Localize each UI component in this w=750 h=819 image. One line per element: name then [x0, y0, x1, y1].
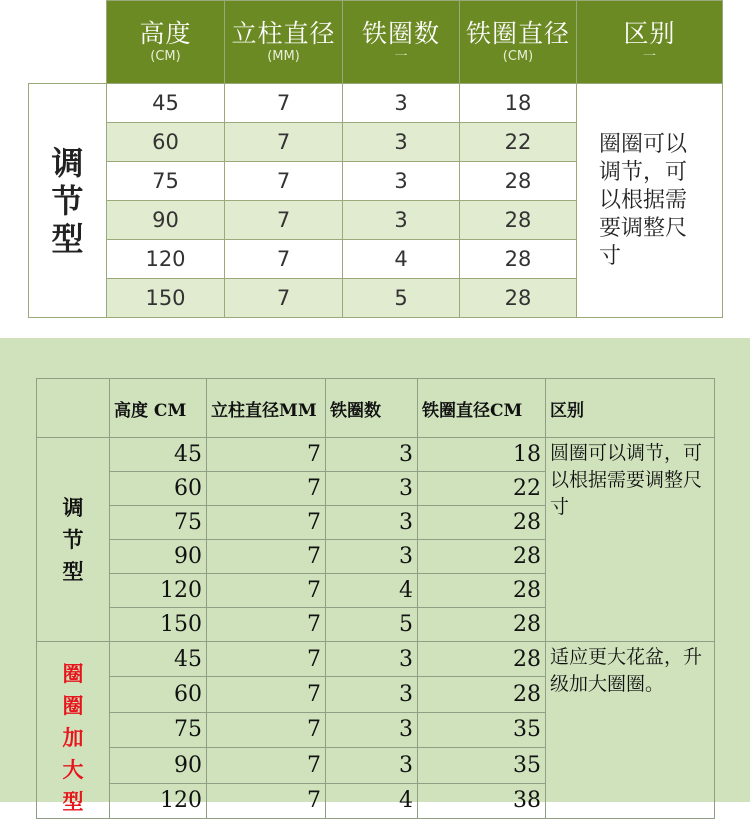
table-cell: 3	[326, 472, 418, 506]
table-cell: 3	[326, 748, 418, 783]
table-cell: 35	[418, 712, 546, 747]
table-cell: 7	[207, 712, 326, 747]
group-label-char: 型	[62, 789, 84, 814]
group-label-char: 节	[51, 181, 84, 220]
header-ring-count	[343, 1, 460, 84]
table-cell: 28	[460, 162, 577, 201]
table-row	[37, 438, 715, 472]
table-cell: 22	[460, 123, 577, 162]
difference-note: 圈圈可以调节，可以根据需要调整尺寸	[577, 84, 723, 318]
header-cell	[37, 379, 110, 438]
header-height	[107, 1, 225, 84]
group-label-char: 加	[62, 725, 84, 750]
table-cell: 120	[110, 783, 207, 818]
group-label	[37, 438, 110, 642]
bottom-panel	[0, 338, 750, 814]
table-cell: 5	[343, 279, 460, 318]
table-cell: 38	[418, 783, 546, 818]
table-cell: 28	[460, 240, 577, 279]
group-label-char: 调	[51, 143, 84, 182]
table-cell: 7	[207, 748, 326, 783]
table-cell: 3	[343, 84, 460, 123]
table-cell: 45	[110, 438, 207, 472]
table-cell: 75	[110, 712, 207, 747]
table-cell: 28	[418, 540, 546, 574]
group-label	[37, 642, 110, 819]
table-cell: 75	[107, 162, 225, 201]
table-cell: 7	[225, 84, 343, 123]
header-sub: (CM)	[150, 49, 181, 64]
table-cell: 7	[225, 240, 343, 279]
header-row	[29, 1, 723, 84]
table-cell: 7	[207, 472, 326, 506]
header-cell: 高度 CM	[110, 379, 207, 438]
table-cell: 7	[225, 201, 343, 240]
table-cell: 3	[326, 677, 418, 712]
table-cell: 60	[110, 472, 207, 506]
group-label	[29, 84, 107, 318]
table-cell: 5	[326, 608, 418, 642]
header-sub: 一	[394, 49, 408, 64]
header-main: 铁圈数	[361, 19, 440, 48]
table-cell: 3	[343, 201, 460, 240]
table-cell: 45	[107, 84, 225, 123]
group-label-char: 节	[62, 526, 84, 552]
table-cell: 7	[207, 506, 326, 540]
header-main: 立柱直径	[231, 19, 336, 48]
table-cell: 75	[110, 506, 207, 540]
table-cell: 60	[107, 123, 225, 162]
header-main: 区别	[623, 19, 676, 48]
header-cell: 铁圈直径CM	[418, 379, 546, 438]
table-cell: 90	[110, 540, 207, 574]
spec-table-top	[28, 0, 723, 318]
table-cell: 7	[207, 438, 326, 472]
group-label-char: 圈	[62, 661, 84, 686]
table-cell: 150	[107, 279, 225, 318]
table-cell: 28	[418, 642, 546, 677]
table-cell: 7	[207, 642, 326, 677]
table-cell: 120	[107, 240, 225, 279]
table-cell: 3	[326, 540, 418, 574]
table-cell: 28	[460, 279, 577, 318]
table-cell: 7	[225, 279, 343, 318]
group-label-char: 型	[51, 219, 84, 258]
table-cell: 3	[343, 123, 460, 162]
table-cell: 18	[460, 84, 577, 123]
table-cell: 18	[418, 438, 546, 472]
table-cell: 3	[326, 642, 418, 677]
header-main: 高度	[139, 19, 192, 48]
table-cell: 7	[207, 677, 326, 712]
table-cell: 22	[418, 472, 546, 506]
header-sub: (CM)	[502, 49, 534, 64]
table-cell: 4	[326, 574, 418, 608]
table-cell: 4	[343, 240, 460, 279]
table-cell: 28	[418, 574, 546, 608]
header-difference	[577, 1, 723, 84]
difference-note: 适应更大花盆，升级加大圈圈。	[546, 642, 715, 819]
table-cell: 3	[343, 162, 460, 201]
table-cell: 3	[326, 712, 418, 747]
table-cell: 35	[418, 748, 546, 783]
table-cell: 120	[110, 574, 207, 608]
table-cell: 7	[207, 608, 326, 642]
table-cell: 28	[418, 608, 546, 642]
table-cell: 45	[110, 642, 207, 677]
table-row	[37, 642, 715, 677]
header-cell: 铁圈数	[326, 379, 418, 438]
table-cell: 90	[107, 201, 225, 240]
group-label-char: 圈	[62, 693, 84, 718]
table-cell: 7	[207, 540, 326, 574]
table-cell: 3	[326, 438, 418, 472]
table-cell: 28	[460, 201, 577, 240]
header-cell: 立柱直径MM	[207, 379, 326, 438]
table-cell: 3	[326, 506, 418, 540]
difference-note: 圆圈可以调节，可以根据需要调整尺寸	[546, 438, 715, 642]
table-cell: 60	[110, 677, 207, 712]
header-main: 铁圈直径	[465, 19, 570, 48]
header-row	[37, 379, 715, 438]
table-cell: 7	[225, 162, 343, 201]
table-cell: 7	[207, 783, 326, 818]
table-cell: 7	[207, 574, 326, 608]
group-label-char: 型	[62, 558, 84, 584]
table-cell: 4	[326, 783, 418, 818]
header-sub: 一	[642, 49, 656, 64]
table-cell: 150	[110, 608, 207, 642]
table-row	[29, 84, 723, 123]
header-cell: 区别	[546, 379, 715, 438]
table-cell: 28	[418, 506, 546, 540]
table-cell: 90	[110, 748, 207, 783]
header-pole-diameter	[225, 1, 343, 84]
header-ring-diameter	[460, 1, 577, 84]
group-label-char: 调	[62, 494, 84, 520]
group-label-char: 大	[62, 757, 84, 782]
table-cell: 7	[225, 123, 343, 162]
header-sub: (MM)	[267, 49, 300, 64]
table-cell: 28	[418, 677, 546, 712]
spec-table-bottom	[36, 378, 715, 819]
header-corner	[29, 1, 107, 84]
